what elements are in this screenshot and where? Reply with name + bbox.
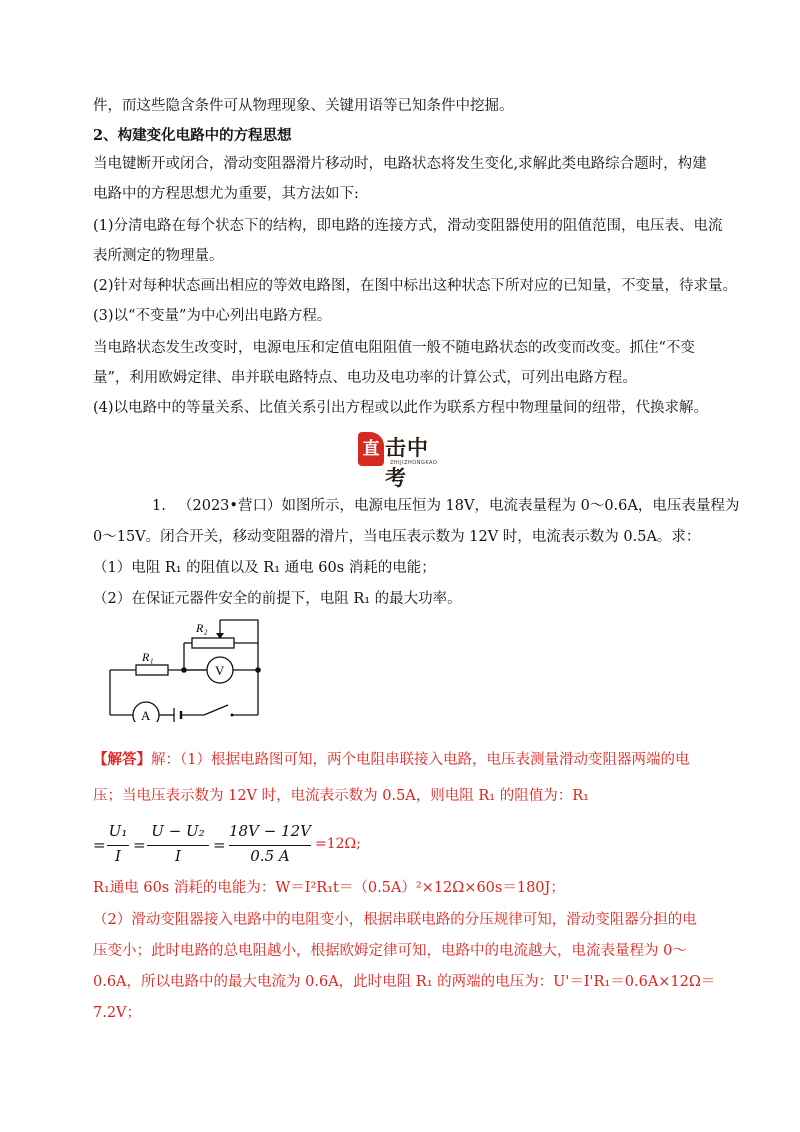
paragraph-line: 表所测定的物理量。 [93,248,224,264]
answer-line: 压变小；此时电路的总电阻越小，根据欧姆定律可知，电路中的电流越大，电流表量程为 0～ [93,943,687,959]
answer-line: 压；当电压表示数为 12V 时，电流表示数为 0.5A，则电阻 R₁ 的阻值为：R₁ [93,788,589,804]
paragraph-line: (4)以电路中的等量关系、比值关系引出方程或以此作为联系方程中物理量间的纽带，代换求解。 [93,400,709,416]
r1-label: R₁ [142,650,154,664]
answer-line: （2）滑动变阻器接入电路中的电阻变小，根据串联电路的分压规律可知，滑动变阻器分担的电 [93,912,697,928]
question-line: （2023•营口）如图所示，电源电压恒为 18V，电流表量程为 0～0.6A，电压表量程为 [178,498,740,514]
switch-icon [204,705,228,715]
paragraph-line: (3)以“不变量”为中心列出电路方程。 [93,308,332,324]
logo-seal: 直 [358,432,384,466]
r2-label: R₂ [196,621,208,635]
question-number: 1. [152,498,166,514]
frac-numerator: U₁ [108,822,128,840]
paragraph-line: 当电路状态发生改变时，电源电压和定值电阻阻值一般不随电路状态的改变而改变。抓住“不变 [93,340,695,356]
paragraph-line: 件，而这些隐含条件可从物理现象、关键用语等已知条件中挖掘。 [93,98,514,114]
question-line: （2）在保证元器件安全的前提下，电阻 R₁ 的最大功率。 [93,591,462,607]
resistor-r2 [192,638,234,648]
section-heading: 2、构建变化电路中的方程思想 [93,127,292,144]
logo-name: 击中考 [385,435,429,490]
paragraph-line: (2)针对每种状态画出相应的等效电路图，在图中标出这种状态下所对应的已知量，不变量，待求量。 [93,278,738,294]
answer-text: 解：（1）根据电路图可知，两个电阻串联接入电路，电压表测量滑动变阻器两端的电 [151,752,690,768]
frac-numerator: 18V − 12V [229,822,311,840]
frac-numerator: U − U₂ [151,822,205,840]
formula-result: =12Ω; [315,836,361,852]
answer-line: 0.6A，所以电路中的最大电流为 0.6A，此时电阻 R₁ 的两端的电压为：U'＝I'R₁＝0.6A×12Ω＝ [93,974,716,990]
brand-logo [358,430,446,490]
frac-denominator: 0.5 A [250,847,290,865]
frac-denominator: I [115,847,121,865]
frac-denominator: I [175,847,181,865]
paragraph-line: 量”，利用欧姆定律、串并联电路特点、电功及电功率的计算公式，可列出电路方程。 [93,370,637,386]
answer-line: R₁通电 60s 消耗的电能为：W＝I²R₁t＝（0.5A）²×12Ω×60s＝180J； [93,880,565,896]
paragraph-line: (1)分清电路在每个状态下的结构，即电路的连接方式，滑动变阻器使用的阻值范围，电压表、电流 [93,218,723,234]
answer-line: 7.2V； [93,1005,142,1021]
answer-line [93,750,689,770]
resistor-r1 [136,665,168,675]
circuit-diagram [96,612,276,722]
paragraph-line: 当电键断开或闭合，滑动变阻器滑片移动时，电路状态将发生变化,求解此类电路综合题时，构建 [93,156,707,172]
voltmeter-label: V [215,663,225,678]
question-line: 0～15V。闭合开关，移动变阻器的滑片，当电压表示数为 12V 时，电流表示数为 0.5A。求： [93,529,701,545]
logo-subtitle: ZHIJIZHONGKAO [390,460,438,466]
question-line: （1）电阻 R₁ 的阻值以及 R₁ 通电 60s 消耗的电能； [93,560,436,576]
ammeter-label: A [141,708,151,722]
paragraph-line: 电路中的方程思想尤为重要，其方法如下: [93,186,359,202]
answer-tag: 【解答】 [93,751,151,768]
